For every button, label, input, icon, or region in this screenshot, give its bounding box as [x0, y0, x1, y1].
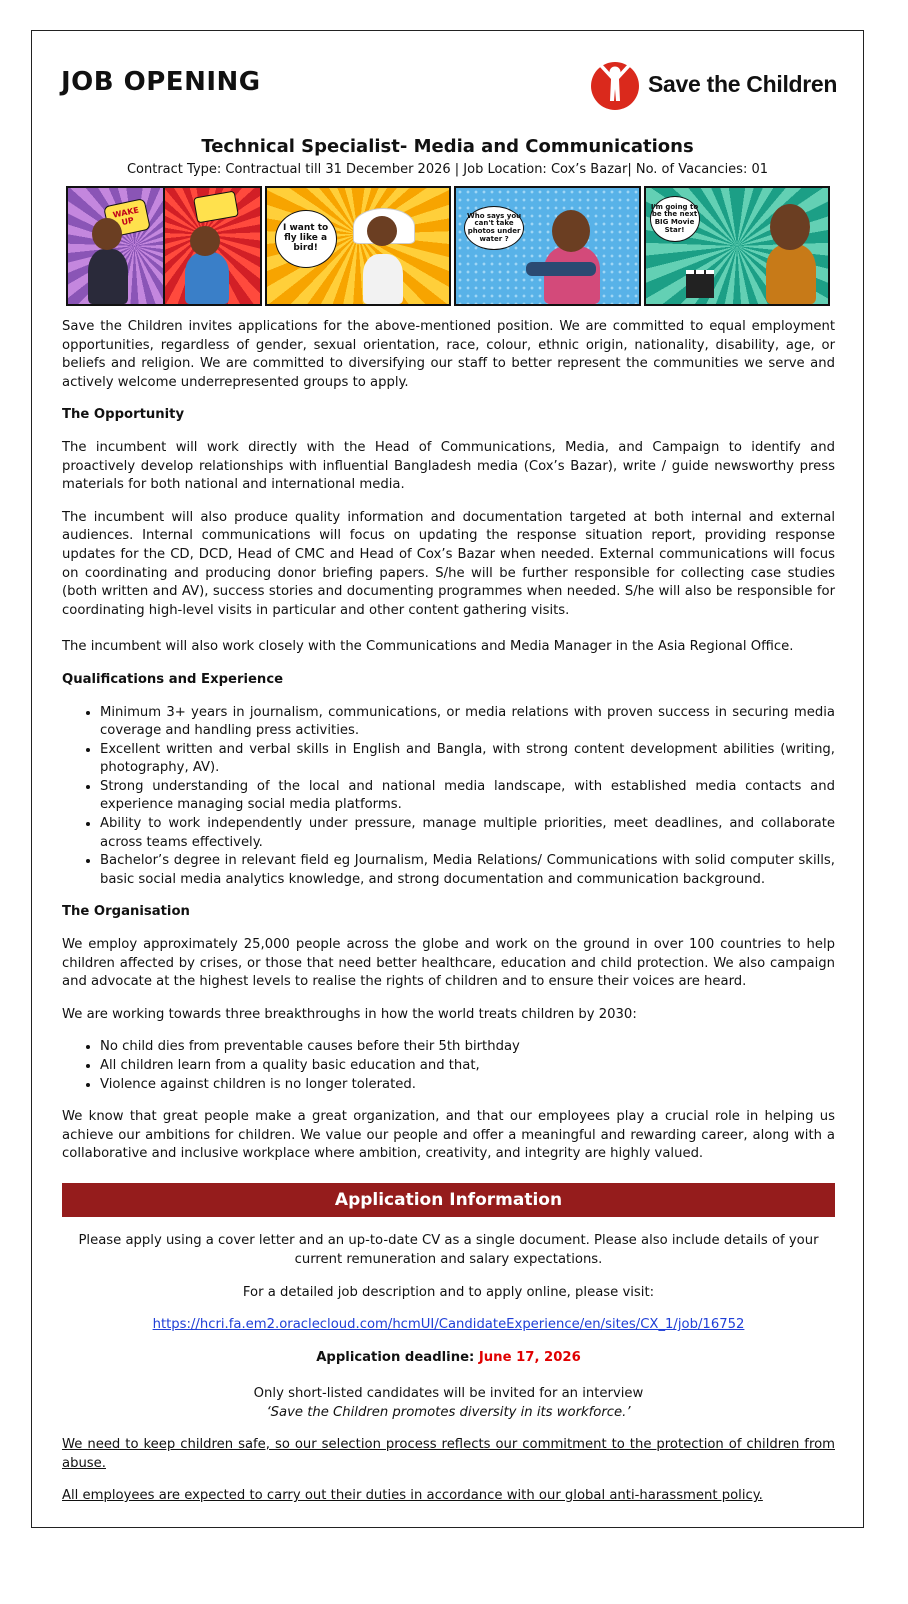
deadline	[62, 1349, 835, 1368]
list-item: • Strong understanding of the local and national media landscape, with established media contacts and experience managing social media platforms.	[100, 778, 835, 815]
application-information-header: Application Information	[62, 1183, 835, 1217]
apply-instructions: Please apply using a cover letter and an up-to-date CV as a single document. Please also include details of your current remuneration and salary expectations.	[78, 1233, 819, 1267]
breakthroughs-list	[62, 1038, 835, 1094]
organisation-paragraph-1: We employ approximately 25,000 people across the globe and work on the ground in over 100 countries to help children affected by crises, or those that need better healthcare, education and child protection. We also campaign and advocate at the highest levels to realise the rights of children and to ensure their voices are heard.	[62, 937, 835, 990]
save-the-children-logo	[590, 57, 840, 111]
opportunity-paragraph-3: The incumbent will also work closely with the Communications and Media Manager in the Asia Regional Office.	[62, 639, 794, 655]
job-description	[62, 318, 835, 1178]
organisation-paragraph-2: We are working towards three breakthroughs in how the world treats children by 2030:	[62, 1006, 637, 1022]
list-item: • Ability to work independently under pressure, manage multiple priorities, meet deadlines, and collaborate across teams effectively.	[100, 815, 835, 852]
wake-up-bubble: WAKE UP	[103, 198, 151, 238]
opportunity-paragraph-2: The incumbent will also produce quality information and documentation targeted at both internal and external audiences. Internal communications will focus on updating the response situation report, providing response updates for the CD, DCD, Head of CMC and Head of Cox’s Bazar when needed. External communications will focus on coordinating and producing donor briefing papers. S/he will be further responsible for collecting case studies (both written and AV), success stories and documenting programmes when needed. S/he will also be responsible for coordinating high-level visits in particular and other content gathering visits.	[62, 509, 835, 618]
list-item: • Minimum 3+ years in journalism, communications, or media relations with proven success in securing media coverage and handling press activities.	[100, 704, 835, 741]
list-item: • Bachelor’s degree in relevant field eg Journalism, Media Relations/ Communications with solid computer skills, basic social media analytics knowledge, and strong documentation and communication background.	[100, 852, 835, 889]
intro-paragraph: Save the Children invites applications for the above-mentioned position. We are committed to equal employment opportunities, regardless of gender, sexual orientation, race, colour, ethnic origin, nationality, disability, age, or beliefs and religion. We are committed to diversifying our staff to better represent the communities we serve and actively welcome underrepresented groups to apply.	[62, 319, 835, 390]
comic-banner	[66, 186, 830, 304]
deadline-label: Application deadline:	[316, 1350, 475, 1365]
opportunity-heading: The Opportunity	[62, 407, 185, 423]
opportunity-paragraph-1: The incumbent will work directly with the Head of Communications, Media, and Campaign to identify and proactively develop relationships with influential Bangladesh media (Cox’s Bazar), write / guide newsworthy press materials for both national and international media.	[62, 439, 835, 493]
save-the-children-emblem-icon	[590, 57, 640, 111]
job-opening-heading: JOB OPENING	[61, 67, 261, 97]
banner-panel-fly	[265, 186, 451, 306]
apply-link[interactable]: https://hcri.fa.em2.oraclecloud.com/hcmUI/CandidateExperience/en/sites/CX_1/job/16752	[152, 1317, 745, 1332]
qualifications-heading: Qualifications and Experience	[62, 671, 284, 687]
logo-text: Save the Children	[648, 70, 838, 97]
list-item: • All children learn from a quality basic education and that,	[100, 1057, 835, 1076]
fly-bubble: I want to fly like a bird!	[275, 210, 337, 268]
underwater-bubble: Who says you can't take photos under water ?	[464, 206, 524, 250]
organisation-paragraph-3: We know that great people make a great organization, and that our employees play a crucial role in helping us achieve our ambitions for children. We value our people and offer a meaningful and rewarding career, along with a collaborative and inclusive workplace where ambition, creativity, and integrity are highly valued.	[62, 1109, 835, 1162]
apply-online-text: For a detailed job description and to apply online, please visit:	[242, 1285, 655, 1300]
list-item: • Violence against children is no longer tolerated.	[100, 1076, 835, 1095]
movie-star-bubble: I'm going to be the next BIG Movie Star!	[650, 196, 700, 242]
clapperboard-icon	[686, 270, 714, 298]
organisation-heading: The Organisation	[62, 904, 190, 920]
shortlist-note: Only short-listed candidates will be invited for an interview	[253, 1386, 644, 1401]
job-posting-page	[31, 30, 864, 1528]
job-title: Technical Specialist- Media and Communications	[201, 136, 694, 157]
banner-panel-wake-up	[66, 186, 262, 306]
anti-harassment-note[interactable]: All employees are expected to carry out their duties in accordance with our global anti-harassment policy.	[62, 1488, 763, 1503]
banner-panel-movie-star	[644, 186, 830, 306]
list-item: • No child dies from preventable causes before their 5th birthday	[100, 1038, 835, 1057]
list-item: • Excellent written and verbal skills in English and Bangla, with strong content development abilities (writing, photography, AV).	[100, 741, 835, 778]
diversity-note: ‘Save the Children promotes diversity in its workforce.’	[266, 1405, 631, 1420]
job-subtitle: Contract Type: Contractual till 31 December 2026 | Job Location: Cox’s Bazar| No. of Vacancies: 01	[126, 162, 769, 177]
qualifications-list	[62, 704, 835, 890]
safeguarding-note[interactable]: We need to keep children safe, so our selection process reflects our commitment to the protection of children from abuse.	[62, 1437, 835, 1471]
deadline-date: June 17, 2026	[478, 1350, 581, 1365]
banner-panel-underwater	[454, 186, 640, 306]
